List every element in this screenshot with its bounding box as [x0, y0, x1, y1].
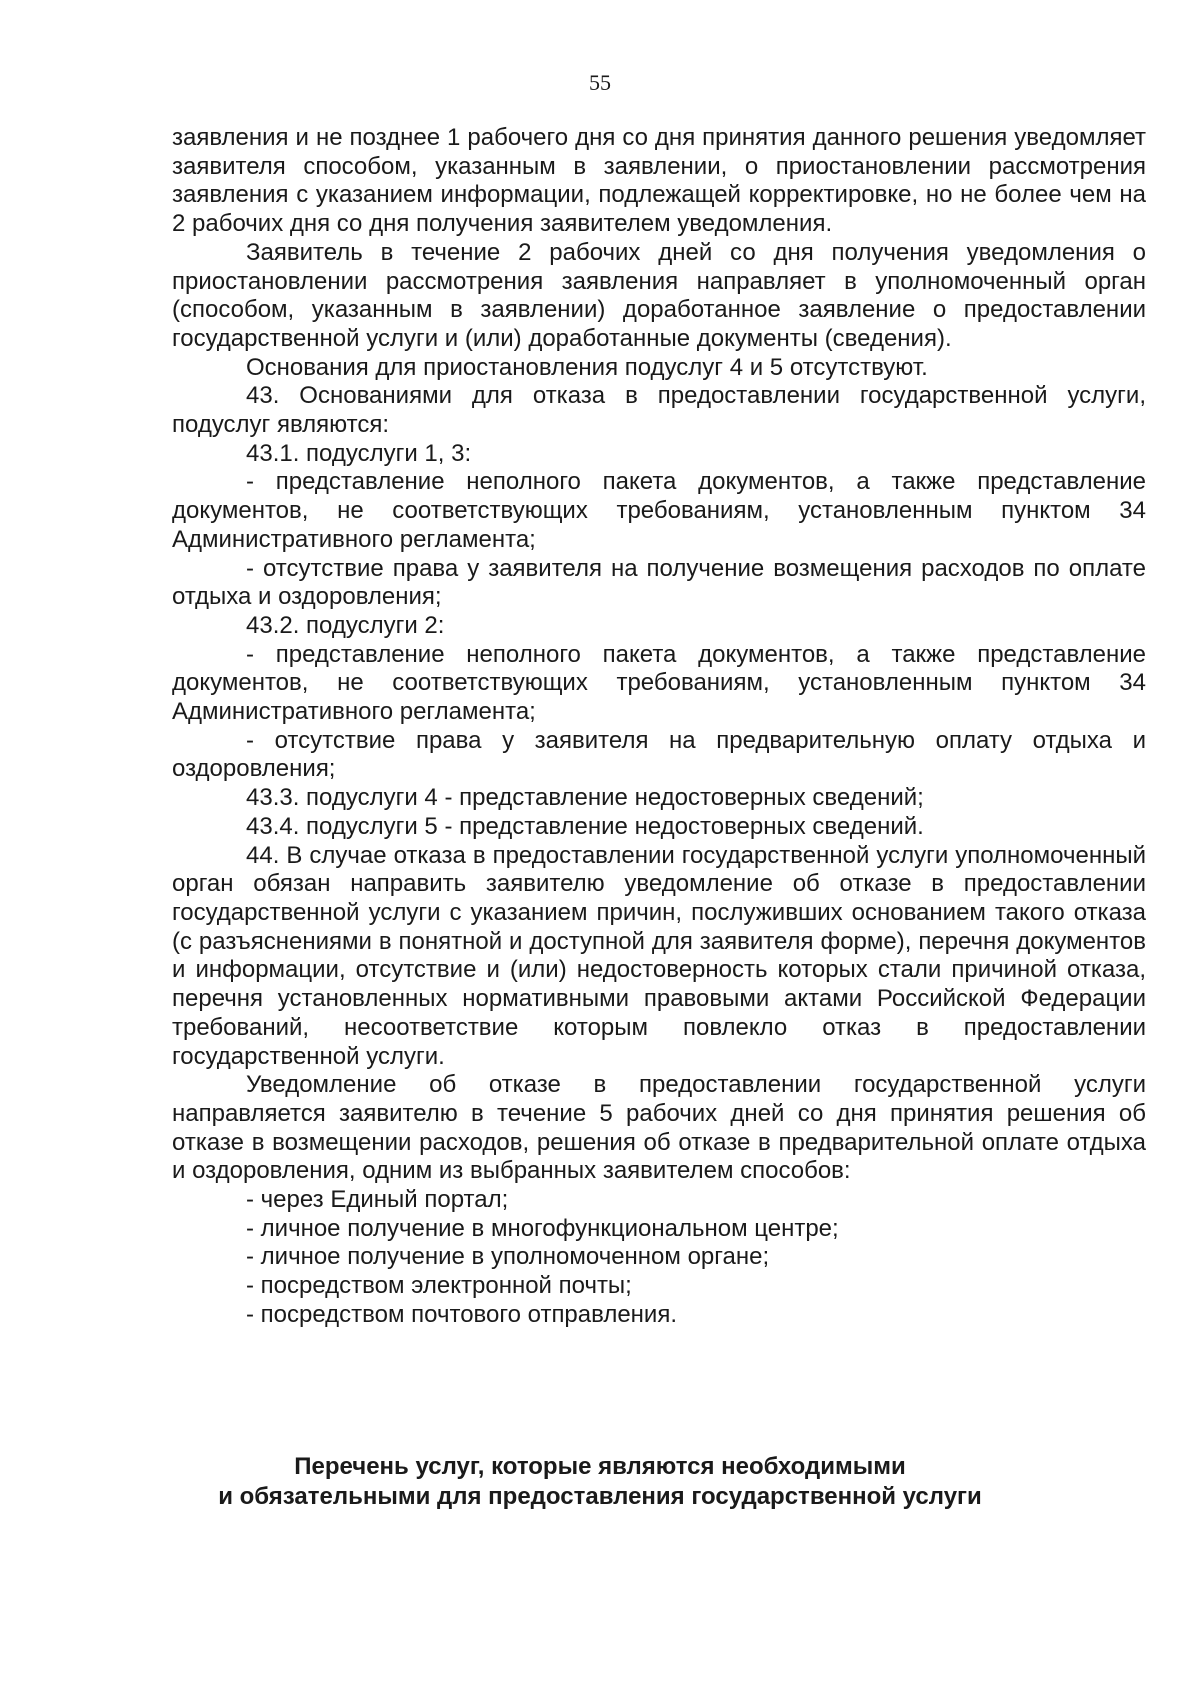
- list-item: - представление неполного пакета документов, а также представление документов, не соответствующих требованиям, установленным пунктом 34 Административного регламента;: [172, 468, 1146, 553]
- list-item: - через Единый портал;: [246, 1186, 509, 1214]
- document-body: [172, 124, 1146, 1330]
- paragraph: 44. В случае отказа в предоставлении государственной услуги уполномоченный орган обязан направить заявителю уведомление об отказе в предоставлении государственной услуги с указанием причин, послуживших основанием такого отказа (с разъяснениями в понятной и доступной для заявителя форме), перечня документов и информации, отсутствие и (или) недостоверность которых стали причиной отказа, перечня установленных нормативными правовыми актами Российской Федерации требований, несоответствие которым повлекло отказ в предоставлении государственной услуги.: [172, 841, 1146, 1070]
- list-item: - отсутствие права у заявителя на предварительную оплату отдыха и оздоровления;: [172, 726, 1146, 783]
- paragraph: заявления и не позднее 1 рабочего дня со дня принятия данного решения уведомляет заявителя способом, указанным в заявлении, о приостановлении рассмотрения заявления с указанием информации, подлежащей корректировке, но не более чем на 2 рабочих дня со дня получения заявителем уведомления.: [172, 124, 1146, 238]
- section-heading-line: и обязательными для предоставления государственной услуги: [218, 1483, 982, 1510]
- page-number: 55: [589, 70, 611, 95]
- list-item: - личное получение в уполномоченном органе;: [246, 1243, 770, 1271]
- paragraph: 43.3. подуслуги 4 - представление недостоверных сведений;: [246, 784, 924, 812]
- section-heading-line: Перечень услуг, которые являются необходимыми: [294, 1453, 906, 1480]
- paragraph: 43.2. подуслуги 2:: [246, 611, 445, 639]
- section-heading: [0, 1452, 1200, 1512]
- paragraph: 43.4. подуслуги 5 - представление недостоверных сведений.: [246, 812, 924, 840]
- paragraph: Уведомление об отказе в предоставлении государственной услуги направляется заявителю в течение 5 рабочих дней со дня принятия решения об отказе в возмещении расходов, решения об отказе в предварительной оплате отдыха и оздоровления, одним из выбранных заявителем способов:: [172, 1071, 1146, 1185]
- list-item: - посредством почтового отправления.: [246, 1300, 678, 1328]
- list-item: - посредством электронной почты;: [246, 1272, 632, 1300]
- list-item: - личное получение в многофункциональном центре;: [246, 1214, 839, 1242]
- paragraph: 43. Основаниями для отказа в предоставлении государственной услуги, подуслуг являются:: [172, 382, 1146, 439]
- list-item: - представление неполного пакета документов, а также представление документов, не соответствующих требованиям, установленным пунктом 34 Административного регламента;: [172, 640, 1146, 726]
- paragraph: 43.1. подуслуги 1, 3:: [246, 439, 472, 467]
- list-item: - отсутствие права у заявителя на получение возмещения расходов по оплате отдыха и оздоровления;: [172, 554, 1146, 611]
- paragraph: Заявитель в течение 2 рабочих дней со дня получения уведомления о приостановлении рассмотрения заявления направляет в уполномоченный орган (способом, указанным в заявлении) доработанное заявление о предоставлении государственной услуги и (или) доработанные документы (сведения).: [172, 238, 1146, 352]
- paragraph: Основания для приостановления подуслуг 4 и 5 отсутствуют.: [246, 353, 928, 381]
